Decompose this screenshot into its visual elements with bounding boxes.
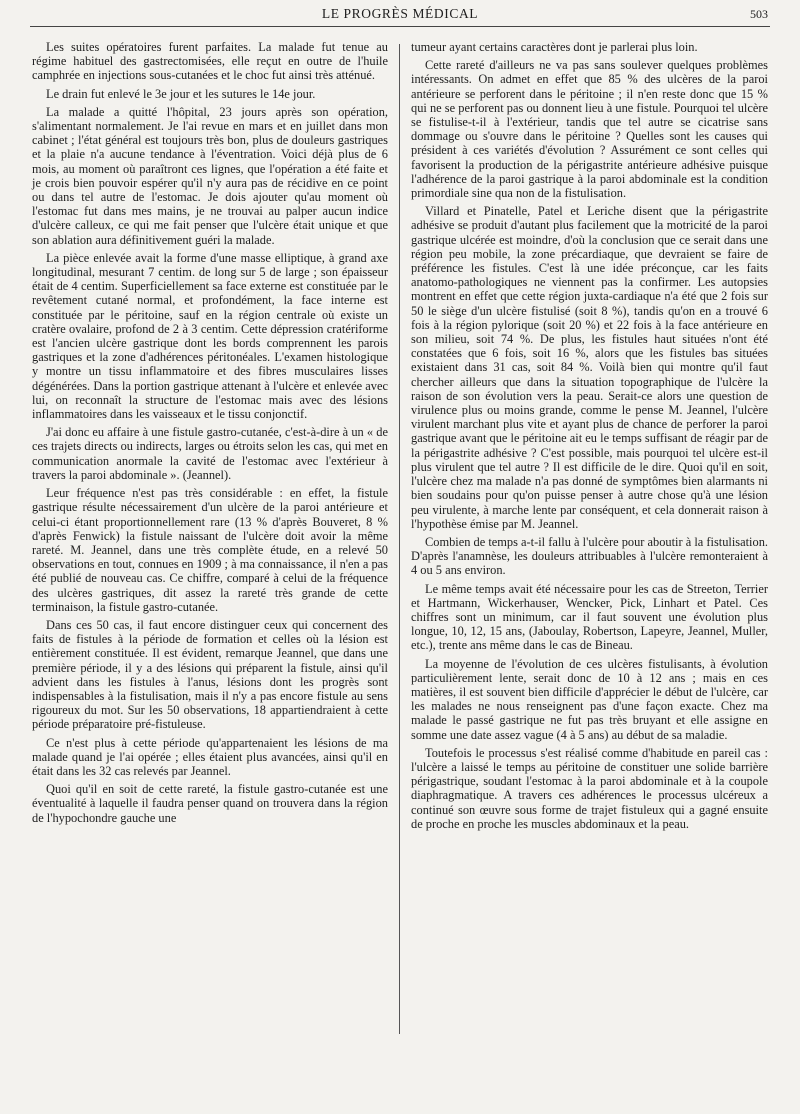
paragraph: Ce n'est plus à cette période qu'appartenaient les lésions de ma malade quand je l'ai opérée ; elles étaient plus avancées, ainsi qu'il en était dans les 32 cas relevés par Jeannel. <box>32 735 388 778</box>
paragraph: La pièce enlevée avait la forme d'une masse elliptique, à grand axe longitudinal, mesurant 7 centim. de long sur 5 de large ; son épaisseur était de 4 centim. Superficiellement sa face externe est constituée par le revêtement cutané normal, et profondément, la face interne est constituée par le péritoine, sauf en la région centrale où existe un cratère ovalaire, profond de 2 à 3 centim. Cette dépression cratériforme est l'ancien ulcère gastrique dont les bords comprennent les parois gastriques et la zone d'adhérences péritonéales. L'examen histologique y montre un tissu inflammatoire et des fibres musculaires lisses dégénérées. Dans la portion gastrique attenant à l'ulcère et enlevée avec lui, on reconnaît la structure de l'estomac mais avec des lésions inflammatoires dans les vaisseaux et le tissu conjonctif. <box>32 250 388 422</box>
paragraph: Les suites opératoires furent parfaites. La malade fut tenue au régime habituel des gastrectomisées, elle reçut en outre de l'huile camphrée en injections sous-cutanées et le choc fut ainsi très atténué. <box>32 40 388 83</box>
column-divider <box>399 44 400 1034</box>
paragraph: Cette rareté d'ailleurs ne va pas sans soulever quelques problèmes intéressants. On admet en effet que 85 % des ulcères de la paroi antérieure se perforent dans le péritoine ; il n'en reste donc que 15 % qui ne se perforent pas ou donnent lieu à une fistule. Pourquoi tel ulcère se fistulise-t-il à l'extérieur, tandis que tel autre se cicatrise sans dommage ou s'ouvre dans le péritoine ? Quelles sont les causes qui président à ces variétés d'évolution ? Assurément ce sont celles qui favorisent la production de la périgastrite antérieure adhésive puisque l'adhérence de la paroi gastrique à la paroi abdominale est la condition primordiale sine qua non de la fistulisation. <box>411 58 768 201</box>
paragraph: La moyenne de l'évolution de ces ulcères fistulisants, à évolution particulièrement lente, serait donc de 10 à 12 ans ; mais en ces matières, il est souvent bien difficile d'apprécier le début de l'ulcère, car les malades ne nous renseignent pas d'une façon exacte. Chez ma malade le passé gastrique ne fut pas très bruyant et elle assigne en somme une date assez vague (4 à 5 ans) au début de sa maladie. <box>411 656 768 742</box>
page-number: 503 <box>750 7 768 21</box>
paragraph: Combien de temps a-t-il fallu à l'ulcère pour aboutir à la fistulisation. D'après l'anamnèse, les douleurs attribuables à l'ulcère remonteraient à 4 ou 5 ans environ. <box>411 534 768 578</box>
continued-paragraph: tumeur ayant certains caractères dont je parlerai plus loin. <box>411 40 698 54</box>
paragraph: Toutefois le processus s'est réalisé comme d'habitude en pareil cas : l'ulcère a laissé le temps au péritoine de constituer une solide barrière périgastrique, soudant l'estomac à la paroi abdominale et à la coupole diaphragmatique. A travers ces adhérences le processus ulcéreux a continué son œuvre sous forme de trajet fistuleux qui a gagné ensuite de proche en proche les muscles abdominaux et la peau. <box>411 745 768 831</box>
journal-title: LE PROGRÈS MÉDICAL <box>321 6 479 21</box>
paragraph: Quoi qu'il en soit de cette rareté, la fistule gastro-cutanée est une éventualité à laquelle il faudra penser quand on trouvera dans la région de l'hypochondre gauche une <box>32 782 388 825</box>
paragraph: Villard et Pinatelle, Patel et Leriche disent que la périgastrite adhésive se produit d'autant plus facilement que la motricité de la paroi gastrique ulcérée est moindre, d'où la conclusion que ce serait dans une région peu mobile, la zone précardiaque, que devraient se faire de préférence les fistules. C'est là une idée préconçue, car les faits anatomo-pathologiques ne viennent pas la confirmer. Les autopsies montrent en effet que cette région juxta-cardiaque n'a été que 2 fois sur 50 le siège d'un ulcère fistulisé (soit 8 %), tandis qu'on en a trouvé 6 fois à la région pylorique (soit 20 %) et 22 fois à la face antérieure en son milieu, soit 74 %. De plus, les fistules haut situées n'ont été constatées que 6 fois, soit 16 %, alors que les fistules bas situées existaient dans 31 cas, soit 84 %. Voilà bien qui montre qu'il faut chercher ailleurs que dans la situation topographique de l'ulcère la raison de son évolution vers la peau. Serait-ce alors une question de virulence plus ou moins grande, comme le pense M. Jeannel, l'ulcère virulent marchant plus vite et ayant plus de chance de perforer la paroi gastrique avant que le péritoine ait eu le temps suffisant de réagir par de la périgastrite adhésive ? C'est possible, mais pourquoi tel ulcère est-il plus virulent que tel autre ? Il est difficile de le dire. Quoi qu'il en soit, l'ulcère chez ma malade n'a pas donné de symptômes bien alarmants ni bien soudains pour qu'on puisse penser à autre chose qu'à une lésion peu virulente, à marche lente par conséquent, et cela donnerait raison à l'hypothèse émise par M. Jeannel. <box>411 204 768 531</box>
paragraph: Leur fréquence n'est pas très considérable : en effet, la fistule gastrique résulte nécessairement d'un ulcère de la paroi antérieure et celui-ci étant proportionnellement rare (13 % d'après Bouveret, 8 % d'après Fenwick) la fistule naissant de l'ulcère doit avoir la même rareté. M. Jeannel, dans une très complète étude, en a relevé 50 observations en tout, connues en 1909 ; à ma connaissance, il n'en a pas été publié de nouveau cas. Ce chiffre, comparé à celui de la fréquence des ulcères gastriques, dit assez la rareté très grande de cette terminaison, la fistule gastro-cutanée. <box>32 486 388 614</box>
paragraph: Le drain fut enlevé le 3e jour et les sutures le 14e jour. <box>46 86 316 101</box>
paragraph: Le même temps avait été nécessaire pour les cas de Streeton, Terrier et Hartmann, Wickerhauser, Wencker, Pick, Linhart et Patel. Ces chiffres sont un minimum, car il faut souvent une évolution plus longue, 10, 12, 15 ans, (Jaboulay, Robertson, Lapeyre, Jeannel, Muller, etc.), trente ans même dans le cas de Bineau. <box>411 581 768 653</box>
left-column <box>32 40 388 829</box>
right-column <box>411 40 768 835</box>
paragraph: La malade a quitté l'hôpital, 23 jours après son opération, s'alimentant normalement. Je l'ai revue en mars et en juillet dans mon cabinet ; l'état général est toujours très bon, plus de douleurs gastriques et la plaie n'a aucune tendance à l'éventration. Voici déjà plus de 6 mois, au moment où paraîtront ces lignes, que l'opération a été faite et je crois bien pouvoir espérer qu'il n'y aura pas de récidive en ce point ou dans tel autre de l'estomac. Je dois ajouter qu'au moment où l'estomac fut dans mes mains, je ne trouvai au palper aucun indice d'ulcère calleux, ce qui me fait penser que l'ulcère était unique et que son ablation aura définitivement guéri la malade. <box>32 104 388 247</box>
paragraph: J'ai donc eu affaire à une fistule gastro-cutanée, c'est-à-dire à un « de ces trajets directs ou indirects, larges ou étroits selon les cas, qui met en communication anormale la cavité de l'estomac avec l'extérieur à travers la paroi abdominale ». (Jeannel). <box>32 425 388 482</box>
running-header <box>30 6 770 27</box>
paragraph: Dans ces 50 cas, il faut encore distinguer ceux qui concernent des faits de fistules à la période de formation et celles où la lésion est entièrement constituée. Il est évident, remarque Jeannel, que dans une première période, il y a des lésions qui préparent la fistule, ainsi qu'il advient dans les fistules à l'anus, lésions dont les progrès sont indispensables à la fistulisation, mais il n'y a pas encore fistule au sens rigoureux du mot. Sur les 50 observations, 18 appartiendraient à cette période préparatoire pré-fistuleuse. <box>32 617 388 732</box>
